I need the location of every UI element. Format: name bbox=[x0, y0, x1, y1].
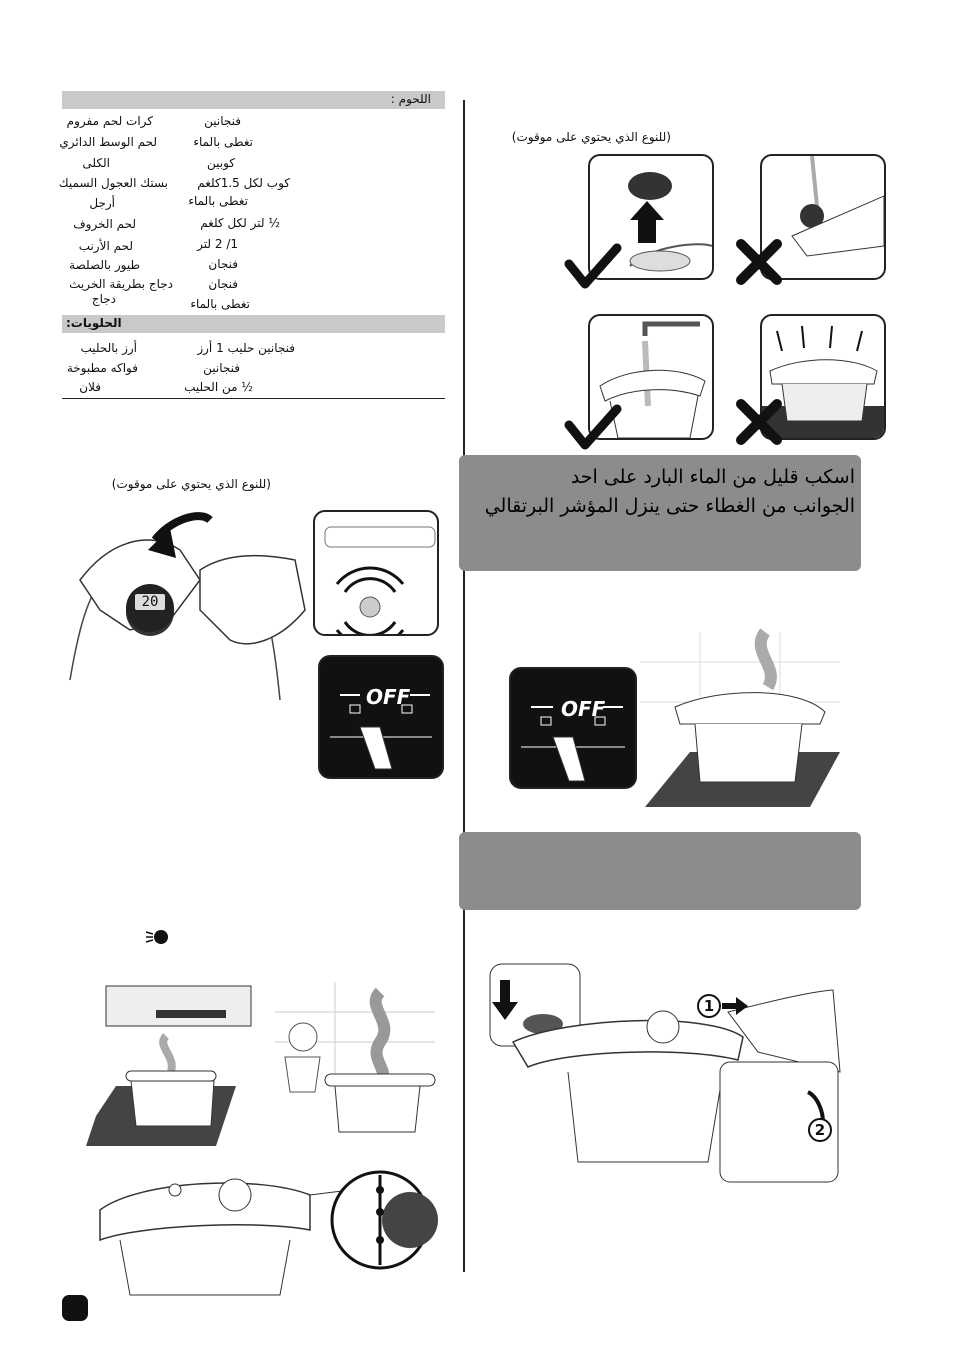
timer-value: 20 bbox=[141, 594, 159, 610]
cross-icon bbox=[735, 238, 783, 286]
column-divider bbox=[463, 100, 465, 1272]
page-number-tab bbox=[62, 1295, 88, 1321]
step-1-number: 1 bbox=[703, 997, 715, 1015]
dessert-qty: ½ من الحليب bbox=[184, 380, 253, 394]
meat-dish: بستك العجول السميك bbox=[58, 176, 168, 190]
meat-header: اللحوم : bbox=[390, 92, 431, 106]
cooker-with-plant-illustration bbox=[275, 982, 440, 1147]
finger-press-icon bbox=[511, 669, 635, 787]
timer-caption-left: (للنوع الذي يحتوي على موقوت) bbox=[111, 477, 271, 491]
hob-off-frame-right bbox=[509, 667, 637, 789]
hob-off-frame-left bbox=[318, 655, 444, 779]
meat-dish: لحم الوسط الدائري bbox=[59, 135, 157, 149]
check-icon bbox=[565, 405, 620, 450]
step-2-badge bbox=[808, 1118, 832, 1142]
meat-dish: أرجل bbox=[89, 196, 115, 210]
meat-qty: كوبين bbox=[206, 156, 235, 170]
dessert-qty: فنجانين bbox=[203, 361, 240, 375]
cooker-under-hood-illustration bbox=[86, 986, 256, 1151]
meat-qty: تغطى بالماء bbox=[193, 135, 253, 149]
timer-caption-right: (للنوع الذي يحتوي على موقوت) bbox=[511, 130, 671, 144]
instruction-line-2: الجوانب من الغطاء حتى ينزل المؤشر البرتقالي bbox=[484, 495, 855, 517]
meat-header-band bbox=[62, 91, 445, 109]
lid-indicator-illustration bbox=[80, 1150, 440, 1295]
meat-qty: كوب لكل 1.5كلغم bbox=[197, 176, 290, 190]
meat-qty: ½ لتر لكل كلغم bbox=[200, 216, 280, 230]
meat-dish: لحم الخروف bbox=[73, 217, 136, 231]
hob-off-label: OFF bbox=[366, 685, 411, 709]
check-icon bbox=[565, 244, 620, 289]
meat-qty: تغطى بالماء bbox=[190, 297, 250, 311]
instruction-line-1: اسكب قليل من الماء البارد على احد bbox=[570, 466, 855, 488]
arrow-right-icon bbox=[722, 997, 748, 1015]
instruction-panel bbox=[459, 455, 861, 571]
beeping-timer-frame bbox=[313, 510, 439, 636]
meat-dish: دجاج bbox=[91, 292, 116, 306]
meat-dish: طيور بالصلصة bbox=[69, 258, 140, 272]
empty-info-panel bbox=[459, 832, 861, 910]
meat-qty: فنجان bbox=[208, 277, 238, 291]
steaming-cooker-illustration bbox=[640, 632, 840, 807]
timer-device bbox=[126, 584, 174, 632]
meat-dish: دجاج بطريقة الخريث bbox=[69, 277, 173, 291]
step-2-number: 2 bbox=[814, 1121, 826, 1139]
meat-qty: تغطى بالماء bbox=[188, 194, 248, 208]
dessert-header-band bbox=[62, 315, 445, 333]
steam-indicator-icon bbox=[146, 928, 170, 946]
timer-hands-illustration bbox=[60, 500, 310, 700]
dessert-dish: فلان bbox=[79, 380, 101, 394]
instruction-text bbox=[485, 463, 855, 521]
dessert-dish: فواكه مطبوخة bbox=[66, 361, 138, 375]
dessert-qty: فنجانين حليب 1 أرز bbox=[197, 341, 295, 355]
dessert-dish: أرز بالحليب bbox=[80, 341, 137, 355]
finger-press-icon bbox=[320, 657, 442, 777]
open-lid-illustration bbox=[488, 962, 840, 1184]
arrow-up-icon bbox=[630, 201, 664, 220]
meat-dish: لحم الأرنب bbox=[78, 239, 133, 253]
meat-dish: الكلى bbox=[82, 156, 110, 170]
meat-qty: فنجانين bbox=[204, 114, 241, 128]
sound-waves-icon bbox=[315, 512, 437, 634]
meat-dish: كرات لحم مفروم bbox=[66, 114, 153, 128]
timer-screen bbox=[135, 594, 165, 610]
cross-icon bbox=[735, 398, 783, 446]
meat-qty: فنجان bbox=[208, 257, 238, 271]
dessert-header: الحلويات: bbox=[66, 316, 122, 330]
hob-off-label: OFF bbox=[561, 697, 606, 721]
table-bottom-rule bbox=[62, 398, 445, 399]
meat-qty: 1/ 2 لتر bbox=[197, 237, 238, 251]
step-1-badge bbox=[697, 994, 721, 1018]
